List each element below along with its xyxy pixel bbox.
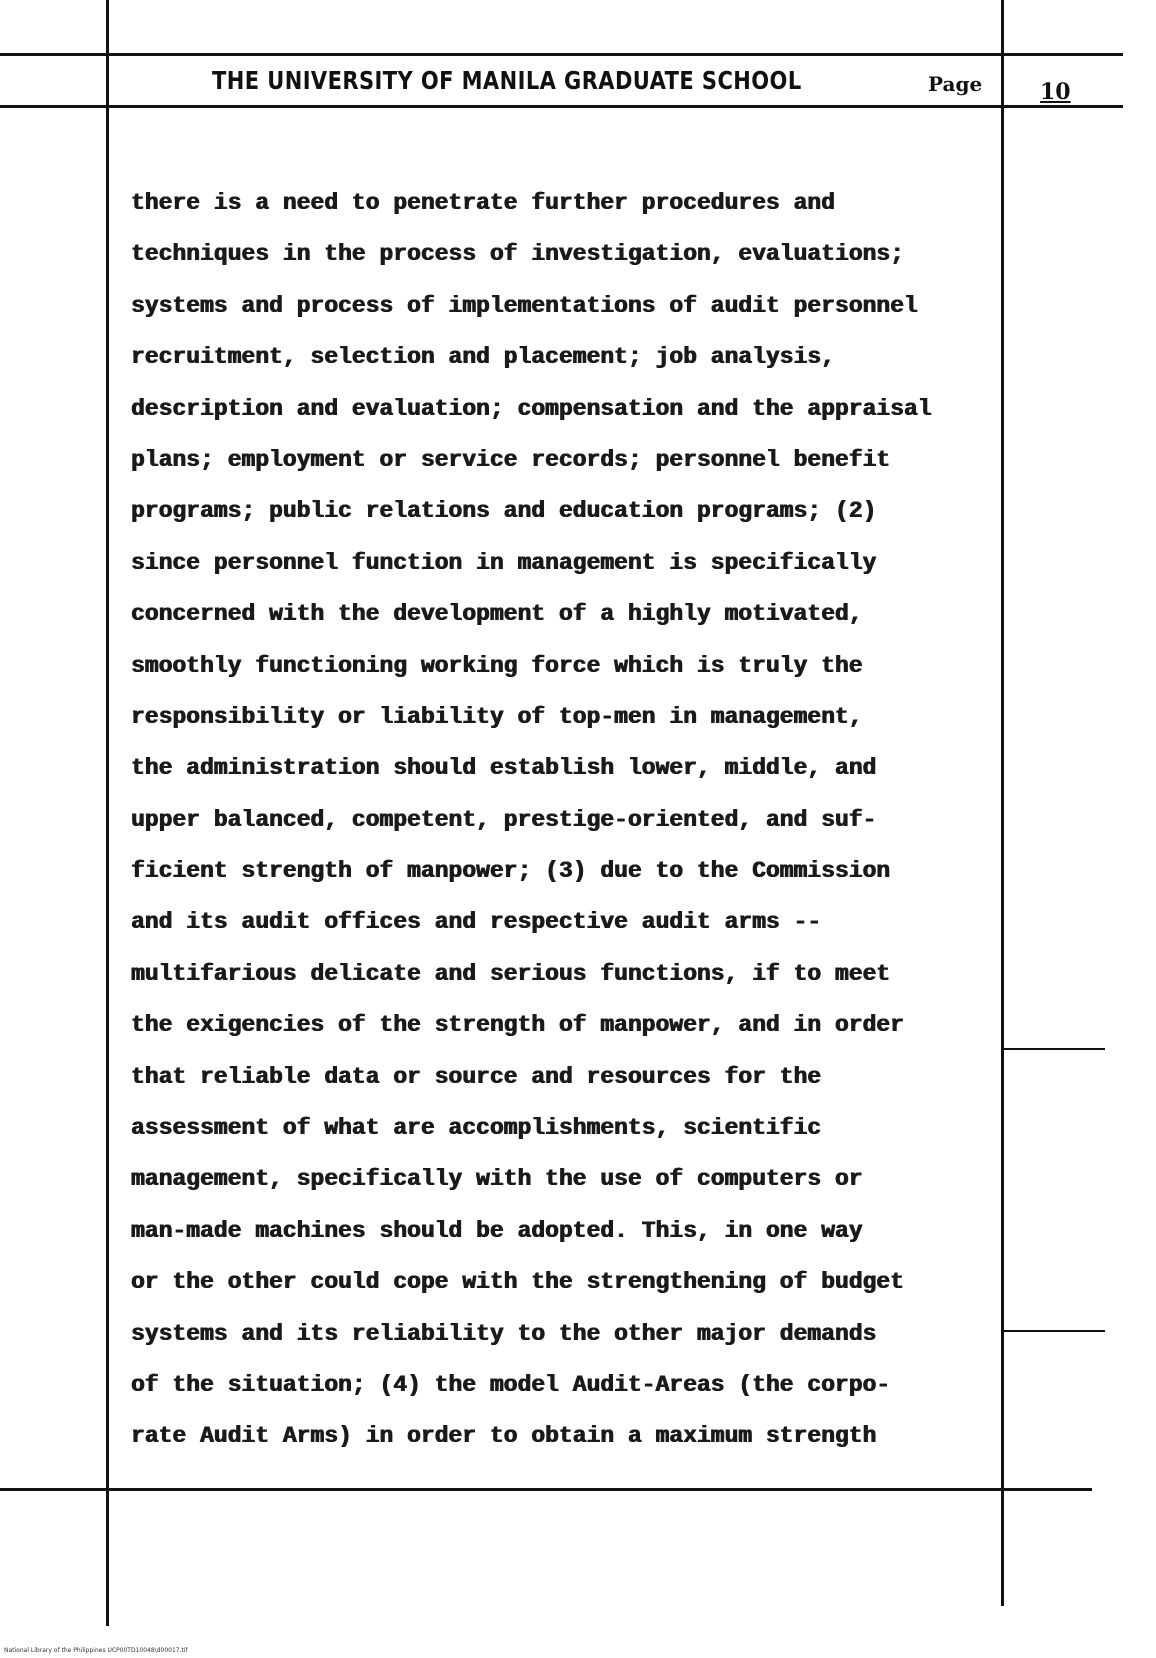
right-edge-tick xyxy=(1001,1048,1105,1050)
text-line: the exigencies of the strength of manpower, and in order xyxy=(131,1012,904,1039)
text-line: systems and process of implementations of audit personnel xyxy=(131,292,918,319)
text-line: that reliable data or source and resources for the xyxy=(131,1063,822,1090)
text-line: rate Audit Arms) in order to obtain a maximum strength xyxy=(131,1423,877,1450)
text-line: techniques in the process of investigation, evaluations; xyxy=(131,241,904,268)
header-top-rule xyxy=(0,53,1123,56)
scan-source-caption: National Library of the Philippines UCP00TD10048\d00017.tif xyxy=(4,1647,188,1654)
text-line: since personnel function in management is specifically xyxy=(131,549,877,576)
text-line: concerned with the development of a highly motivated, xyxy=(131,601,863,628)
page-label: Page xyxy=(928,72,983,96)
text-line: smoothly functioning working force which is truly the xyxy=(131,652,863,679)
text-line: the administration should establish lower, middle, and xyxy=(131,755,877,782)
page-header-title: THE UNIVERSITY OF MANILA GRADUATE SCHOOL xyxy=(212,66,802,95)
text-line: of the situation; (4) the model Audit-Areas (the corpo- xyxy=(131,1371,891,1398)
body-text xyxy=(131,178,1011,1463)
right-edge-tick xyxy=(1001,1330,1105,1332)
text-line: and its audit offices and respective audit arms -- xyxy=(131,909,822,936)
text-line: upper balanced, competent, prestige-oriented, and suf- xyxy=(131,806,877,833)
text-line: assessment of what are accomplishments, scientific xyxy=(131,1115,822,1142)
text-line: systems and its reliability to the other major demands xyxy=(131,1320,877,1347)
left-margin-line xyxy=(106,0,109,1626)
footer-rule xyxy=(0,1488,1092,1491)
text-line: management, specifically with the use of computers or xyxy=(131,1166,863,1193)
text-line: man-made machines should be adopted. This, in one way xyxy=(131,1217,863,1244)
text-line: description and evaluation; compensation and the appraisal xyxy=(131,395,932,422)
text-line: plans; employment or service records; personnel benefit xyxy=(131,446,891,473)
text-line: ficient strength of manpower; (3) due to the Commission xyxy=(131,858,891,885)
text-line: recruitment, selection and placement; job analysis, xyxy=(131,344,835,371)
header-bottom-rule xyxy=(0,105,1123,108)
text-line: multifarious delicate and serious functions, if to meet xyxy=(131,960,891,987)
page-number: 10 xyxy=(1040,79,1071,105)
text-line: programs; public relations and education programs; (2) xyxy=(131,498,877,525)
text-line: responsibility or liability of top-men in management, xyxy=(131,703,863,730)
text-line: or the other could cope with the strengthening of budget xyxy=(131,1269,904,1296)
text-line: there is a need to penetrate further procedures and xyxy=(131,190,835,216)
